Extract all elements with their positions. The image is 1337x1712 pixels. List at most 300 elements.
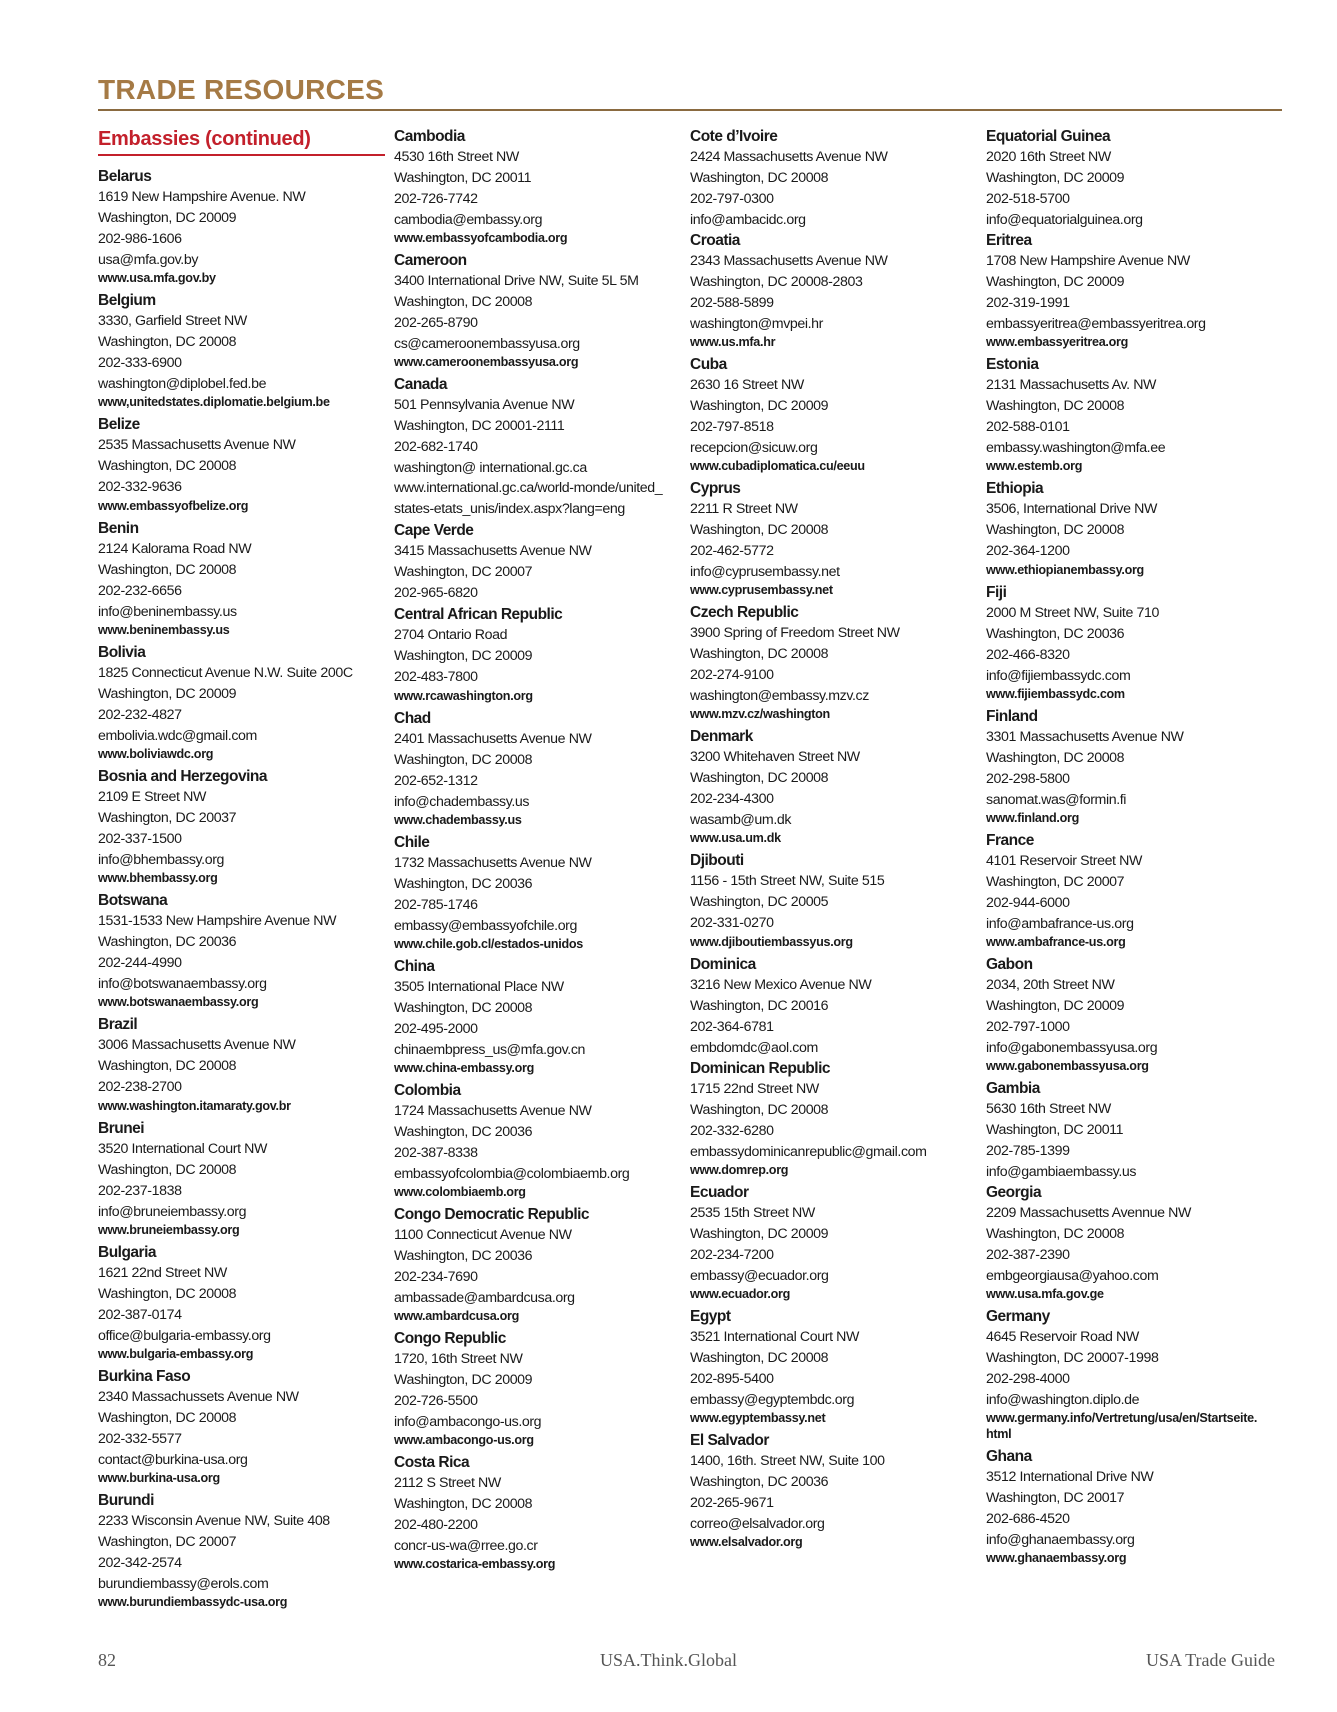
embassy-email-link[interactable]: embassyeritrea@embassyeritrea.org [986, 316, 1206, 332]
embassy-address-line: Washington, DC 20007 [98, 1534, 237, 1550]
embassy-address-line: 2630 16 Street NW [690, 377, 804, 393]
embassy-address-line: 4101 Reservoir Street NW [986, 853, 1142, 869]
embassy-entry [394, 832, 679, 952]
embassy-email-link[interactable]: cambodia@embassy.org [394, 212, 543, 228]
embassy-address-line: Washington, DC 20008 [690, 522, 829, 538]
embassy-phone: 202-234-7690 [394, 1269, 478, 1285]
embassy-entry [690, 726, 975, 846]
embassy-website-link[interactable]: www.cubadiplomatica.cu/eeuu [690, 459, 865, 473]
embassy-phone: 202-785-1746 [394, 897, 478, 913]
embassy-website-link[interactable]: www.rcawashington.org [394, 689, 533, 703]
embassy-address-line: 1619 New Hampshire Avenue. NW [98, 189, 306, 205]
embassy-address-line: 3521 International Court NW [690, 1329, 860, 1345]
embassy-phone: 202-944-6000 [986, 895, 1070, 911]
embassy-entry [98, 518, 383, 638]
embassy-email-link[interactable]: info@ambafrance-us.org [986, 916, 1134, 932]
embassy-website-link[interactable]: www.burkina-usa.org [98, 1471, 220, 1485]
embassy-address-line: 1621 22nd Street NW [98, 1265, 227, 1281]
footer-publication: USA Trade Guide [1145, 1650, 1275, 1670]
embassy-phone: 202-342-2574 [98, 1555, 182, 1571]
embassy-country-name: Cameroon [394, 252, 467, 269]
embassy-website-link[interactable]: www.ecuador.org [690, 1287, 791, 1301]
embassy-phone: 202-588-0101 [986, 419, 1070, 435]
embassy-website-link[interactable]: www.washington.itamaraty.gov.br [98, 1099, 291, 1113]
embassy-country-name: El Salvador [690, 1432, 769, 1449]
embassy-website-link[interactable]: www.botswanaembassy.org [98, 995, 259, 1009]
embassy-entry [394, 708, 679, 828]
embassy-email-link[interactable]: contact@burkina-usa.org [98, 1452, 248, 1468]
embassy-email-link[interactable]: usa@mfa.gov.by [98, 252, 199, 268]
embassy-email-link[interactable]: washington@mvpei.hr [690, 316, 823, 332]
embassy-country-name: Ghana [986, 1448, 1032, 1465]
embassy-phone: 202-462-5772 [690, 543, 774, 559]
embassy-website-text[interactable]: states-etats_unis/index.aspx?lang=eng [394, 501, 625, 517]
embassy-country-name: Central African Republic [394, 606, 563, 623]
embassy-website-link[interactable]: www.estemb.org [986, 459, 1083, 473]
embassy-email-link[interactable]: washington@ international.gc.ca [394, 460, 587, 476]
embassy-email-link[interactable]: info@beninembassy.us [98, 604, 237, 620]
embassy-email-link[interactable]: info@fijiembassydc.com [986, 668, 1131, 684]
embassy-address-line: 501 Pennsylvania Avenue NW [394, 397, 575, 413]
embassy-address-line: Washington, DC 20008 [690, 1350, 829, 1366]
embassy-phone: 202-726-7742 [394, 191, 478, 207]
embassy-phone: 202-986-1606 [98, 231, 182, 247]
embassy-address-line: Washington, DC 20009 [986, 170, 1125, 186]
embassy-phone: 202-686-4520 [986, 1511, 1070, 1527]
embassy-address-line: 1825 Connecticut Avenue N.W. Suite 200C [98, 665, 353, 681]
page-title: TRADE RESOURCES [98, 74, 385, 105]
embassy-email-link[interactable]: info@gambiaembassy.us [986, 1164, 1137, 1180]
embassy-country-name: Fiji [986, 584, 1007, 601]
embassy-country-name: Belgium [98, 292, 156, 309]
embassy-address-line: 1400, 16th. Street NW, Suite 100 [690, 1453, 885, 1469]
embassy-email-link[interactable]: info@equatorialguinea.org [986, 212, 1143, 228]
embassy-country-name: Eritrea [986, 232, 1032, 249]
embassy-entry [690, 850, 975, 950]
embassy-email-link[interactable]: info@bhembassy.org [98, 852, 225, 868]
embassy-email-link[interactable]: embassydominicanrepublic@gmail.com [690, 1144, 927, 1160]
embassy-country-name: Colombia [394, 1082, 461, 1099]
embassy-country-name: Botswana [98, 892, 168, 909]
embassy-address-line: Washington, DC 20008 [690, 646, 829, 662]
embassy-address-line: Washington, DC 20007 [394, 564, 533, 580]
embassy-address-line: 1100 Connecticut Avenue NW [394, 1227, 572, 1243]
embassy-country-name: Burundi [98, 1492, 154, 1509]
embassy-phone: 202-238-2700 [98, 1079, 182, 1095]
embassy-entry [986, 1182, 1271, 1302]
embassy-country-name: Brazil [98, 1016, 138, 1033]
embassy-address-line: Washington, DC 20009 [394, 1372, 533, 1388]
embassy-country-name: Cote d’Ivoire [690, 128, 778, 145]
embassy-email-link[interactable]: recepcion@sicuw.org [690, 440, 818, 456]
embassy-phone: 202-265-9671 [690, 1495, 774, 1511]
embassy-phone: 202-232-4827 [98, 707, 182, 723]
embassy-website-link[interactable]: www.ethiopianembassy.org [986, 563, 1144, 577]
embassy-address-line: 3512 International Drive NW [986, 1469, 1154, 1485]
footer-tagline: USA.Think.Global [600, 1650, 737, 1670]
embassy-email-link[interactable]: concr-us-wa@rree.go.cr [394, 1538, 538, 1554]
embassy-website-link[interactable]: www.cyprusembassy.net [690, 583, 833, 597]
embassy-address-line: 2211 R Street NW [690, 501, 798, 517]
embassy-country-name: Bosnia and Herzegovina [98, 768, 268, 785]
embassy-phone: 202-797-8518 [690, 419, 774, 435]
embassy-website-link[interactable]: www.chile.gob.cl/estados-unidos [394, 937, 583, 951]
embassy-address-line: 2000 M Street NW, Suite 710 [986, 605, 1159, 621]
embassy-address-line: 2020 16th Street NW [986, 149, 1111, 165]
embassy-address-line: Washington, DC 20009 [986, 274, 1125, 290]
embassy-website-link[interactable]: www.ambardcusa.org [394, 1309, 520, 1323]
embassy-phone: 202-337-1500 [98, 831, 182, 847]
embassy-website-link[interactable]: www.embassyofcambodia.org [394, 231, 568, 245]
embassy-address-line: Washington, DC 20036 [394, 1248, 533, 1264]
embassy-website-link[interactable]: www.us.mfa.hr [690, 335, 776, 349]
embassy-address-line: 2131 Massachusetts Av. NW [986, 377, 1157, 393]
embassy-address-line: 1531-1533 New Hampshire Avenue NW [98, 913, 337, 929]
page-number: 82 [98, 1650, 116, 1670]
embassy-address-line: Washington, DC 20036 [690, 1474, 829, 1490]
embassy-website-link[interactable]: www.bulgaria-embassy.org [98, 1347, 254, 1361]
embassy-address-line: 2124 Kalorama Road NW [98, 541, 252, 557]
embassy-address-line: Washington, DC 20009 [690, 398, 829, 414]
embassy-website-link[interactable]: www.bruneiembassy.org [98, 1223, 240, 1237]
embassy-phone: 202-895-5400 [690, 1371, 774, 1387]
embassy-website-link[interactable]: www.germany.info/Vertretung/usa/en/Startseite. [986, 1411, 1258, 1425]
embassy-address-line: 3506, International Drive NW [986, 501, 1157, 517]
embassy-entry [394, 956, 679, 1076]
embassy-website-link[interactable]: www.egyptembassy.net [690, 1411, 826, 1425]
embassy-entry [690, 1058, 975, 1178]
embassy-phone: 202-588-5899 [690, 295, 774, 311]
embassy-website-link[interactable]: www.fijiembassydc.com [986, 687, 1125, 701]
embassy-address-line: 3900 Spring of Freedom Street NW [690, 625, 900, 641]
embassy-phone: 202-797-1000 [986, 1019, 1070, 1035]
embassy-country-name: Denmark [690, 728, 753, 745]
embassy-website-link[interactable]: www.mzv.cz/washington [690, 707, 830, 721]
embassy-website-link[interactable]: www.usa.mfa.gov.by [98, 271, 216, 285]
embassy-phone: 202-480-2200 [394, 1517, 478, 1533]
embassy-email-link[interactable]: embassy@egyptembdc.org [690, 1392, 855, 1408]
embassy-email-link[interactable]: embolivia.wdc@gmail.com [98, 728, 257, 744]
embassy-email-link[interactable]: info@chadembassy.us [394, 794, 530, 810]
embassy-address-line: Washington, DC 20008 [98, 458, 237, 474]
embassy-country-name: Benin [98, 520, 139, 537]
section-heading: Embassies (continued) [98, 128, 311, 150]
embassy-email-link[interactable]: sanomat.was@formin.fi [986, 792, 1127, 808]
embassy-entry [98, 166, 383, 286]
embassy-phone: 202-518-5700 [986, 191, 1070, 207]
embassy-address-line: Washington, DC 20008 [98, 1410, 237, 1426]
embassy-website-link[interactable]: www.colombiaemb.org [394, 1185, 526, 1199]
embassy-address-line: Washington, DC 20017 [986, 1490, 1125, 1506]
embassy-website-link[interactable]: www.embassyofbelize.org [98, 499, 249, 513]
embassy-phone: 202-364-1200 [986, 543, 1070, 559]
embassy-address-line: Washington, DC 20005 [690, 894, 829, 910]
embassy-email-link[interactable]: info@gabonembassyusa.org [986, 1040, 1158, 1056]
embassy-address-line: Washington, DC 20008-2803 [690, 274, 863, 290]
embassy-address-line: Washington, DC 20036 [986, 626, 1125, 642]
embassy-email-link[interactable]: info@botswanaembassy.org [98, 976, 267, 992]
embassy-address-line: 3330, Garfield Street NW [98, 313, 247, 329]
column-2 [394, 126, 679, 1576]
embassy-phone: 202-797-0300 [690, 191, 774, 207]
embassy-phone: 202-652-1312 [394, 773, 478, 789]
embassy-website-link[interactable]: www,unitedstates.diplomatie.belgium.be [98, 395, 330, 409]
embassy-country-name: Estonia [986, 356, 1039, 373]
embassy-country-name: Cuba [690, 356, 727, 373]
embassy-phone: 202-785-1399 [986, 1143, 1070, 1159]
embassy-address-line: Washington, DC 20008 [98, 562, 237, 578]
embassy-email-link[interactable]: info@cyprusembassy.net [690, 564, 840, 580]
embassy-address-line: Washington, DC 20009 [690, 1226, 829, 1242]
embassy-entry [394, 250, 679, 370]
embassy-country-name: Bulgaria [98, 1244, 157, 1261]
embassy-email-link[interactable]: office@bulgaria-embassy.org [98, 1328, 271, 1344]
embassy-address-line: Washington, DC 20008 [98, 334, 237, 350]
embassy-entry [98, 290, 383, 410]
embassy-address-line: 3400 International Drive NW, Suite 5L 5M [394, 273, 639, 289]
embassy-phone: 202-495-2000 [394, 1021, 478, 1037]
embassy-address-line: 1724 Massachusetts Avenue NW [394, 1103, 592, 1119]
embassy-email-link[interactable]: cs@cameroonembassyusa.org [394, 336, 580, 352]
embassy-address-line: 2704 Ontario Road [394, 627, 508, 643]
embassy-phone: 202-332-5577 [98, 1431, 182, 1447]
embassy-website-link[interactable]: www.costarica-embassy.org [394, 1557, 556, 1571]
embassy-address-line: Washington, DC 20011 [394, 170, 532, 186]
embassy-entry [986, 354, 1271, 474]
embassy-address-line: Washington, DC 20008 [986, 398, 1125, 414]
embassy-address-line: 2424 Massachusetts Avenue NW [690, 149, 888, 165]
embassy-country-name: Congo Republic [394, 1330, 506, 1347]
embassy-email-link[interactable]: burundiembassy@erols.com [98, 1576, 269, 1592]
embassy-phone: 202-265-8790 [394, 315, 478, 331]
embassy-address-line: Washington, DC 20037 [98, 810, 237, 826]
embassy-entry [690, 1182, 975, 1302]
embassy-country-name: Cape Verde [394, 522, 474, 539]
embassy-country-name: Ecuador [690, 1184, 749, 1201]
embassy-entry [394, 1080, 679, 1200]
embassy-country-name: Burkina Faso [98, 1368, 191, 1385]
embassy-phone: 202-331-0270 [690, 915, 774, 931]
embassy-entry [690, 230, 975, 350]
embassy-country-name: Chad [394, 710, 431, 727]
embassy-country-name: Canada [394, 376, 447, 393]
embassy-address-line: Washington, DC 20008 [394, 752, 533, 768]
embassy-address-line: Washington, DC 20009 [98, 686, 237, 702]
embassy-entry [98, 766, 383, 886]
embassy-entry [690, 478, 975, 598]
embassy-entry [690, 1306, 975, 1426]
embassy-address-line: 2535 15th Street NW [690, 1205, 815, 1221]
embassy-address-line: 3216 New Mexico Avenue NW [690, 977, 872, 993]
embassy-phone: 202-232-6656 [98, 583, 182, 599]
embassy-address-line: Washington, DC 20007-1998 [986, 1350, 1159, 1366]
embassy-website-link[interactable]: www.finland.org [986, 811, 1079, 825]
embassy-entry [394, 126, 679, 246]
embassy-entry [394, 520, 679, 604]
embassy-website-link[interactable]: www.djiboutiembassyus.org [690, 935, 853, 949]
embassy-address-line: Washington, DC 20008 [690, 770, 829, 786]
embassy-country-name: Djibouti [690, 852, 744, 869]
embassy-address-line: Washington, DC 20008 [986, 522, 1125, 538]
embassy-address-line: Washington, DC 20009 [98, 210, 237, 226]
embassy-email-link[interactable]: info@ambacongo-us.org [394, 1414, 542, 1430]
embassy-address-line: Washington, DC 20008 [98, 1058, 237, 1074]
embassy-website-link[interactable]: www.cameroonembassyusa.org [394, 355, 579, 369]
embassy-address-line: 3006 Massachusetts Avenue NW [98, 1037, 296, 1053]
embassy-website-link[interactable]: www.boliviawdc.org [98, 747, 214, 761]
embassy-entry [986, 1306, 1271, 1442]
embassy-address-line: 2112 S Street NW [394, 1475, 501, 1491]
embassy-website-link[interactable]: www.ambacongo-us.org [394, 1433, 534, 1447]
section-divider [98, 154, 385, 156]
embassy-phone: 202-332-9636 [98, 479, 182, 495]
embassy-phone: 202-682-1740 [394, 439, 478, 455]
embassy-phone: 202-387-8338 [394, 1145, 478, 1161]
embassy-country-name: Belarus [98, 168, 152, 185]
embassy-address-line: Washington, DC 20016 [690, 998, 829, 1014]
embassy-website-link[interactable]: www.china-embassy.org [394, 1061, 534, 1075]
embassy-country-name: Gabon [986, 956, 1033, 973]
embassy-website-text[interactable]: www.international.gc.ca/world-monde/united_ [394, 480, 663, 496]
embassy-website-link[interactable]: www.beninembassy.us [98, 623, 230, 637]
embassy-email-link[interactable]: embdomdc@aol.com [690, 1040, 818, 1056]
embassy-address-line: 3301 Massachusetts Avenue NW [986, 729, 1184, 745]
embassy-country-name: Bolivia [98, 644, 146, 661]
embassy-entry [986, 478, 1271, 578]
embassy-country-name: Dominican Republic [690, 1060, 830, 1077]
embassy-website-link[interactable]: www.ambafrance-us.org [986, 935, 1126, 949]
embassy-country-name: Egypt [690, 1308, 731, 1325]
embassy-address-line: 2401 Massachusetts Avenue NW [394, 731, 592, 747]
embassy-email-link[interactable]: info@bruneiembassy.org [98, 1204, 247, 1220]
embassy-email-link[interactable]: correo@elsalvador.org [690, 1516, 825, 1532]
embassy-address-line: Washington, DC 20007 [986, 874, 1125, 890]
embassy-entry [98, 1366, 383, 1486]
embassy-phone: 202-387-0174 [98, 1307, 182, 1323]
embassy-country-name: Belize [98, 416, 140, 433]
embassy-website-link[interactable]: www.burundiembassydc-usa.org [98, 1595, 288, 1609]
embassy-email-link[interactable]: ambassade@ambardcusa.org [394, 1290, 575, 1306]
embassy-address-line: 5630 16th Street NW [986, 1101, 1111, 1117]
embassy-entry [98, 890, 383, 1010]
embassy-website-link[interactable]: www.usa.um.dk [690, 831, 781, 845]
embassy-country-name: France [986, 832, 1034, 849]
embassy-phone: 202-274-9100 [690, 667, 774, 683]
embassy-website-link[interactable]: www.bhembassy.org [98, 871, 218, 885]
embassy-email-link[interactable]: wasamb@um.dk [690, 812, 792, 828]
embassy-country-name: Costa Rica [394, 1454, 470, 1471]
embassy-country-name: Czech Republic [690, 604, 799, 621]
embassy-entry [986, 706, 1271, 826]
embassy-address-line: Washington, DC 20008 [98, 1286, 237, 1302]
embassy-phone: 202-483-7800 [394, 669, 478, 685]
embassy-email-link[interactable]: info@ghanaembassy.org [986, 1532, 1135, 1548]
embassy-address-line: 2209 Massachusetts Avennue NW [986, 1205, 1192, 1221]
embassy-phone: 202-726-5500 [394, 1393, 478, 1409]
embassy-email-link[interactable]: embassy@embassyofchile.org [394, 918, 578, 934]
embassy-address-line: Washington, DC 20008 [394, 294, 533, 310]
embassy-address-line: 1732 Massachusetts Avenue NW [394, 855, 592, 871]
embassy-address-line: 2340 Massachussets Avenue NW [98, 1389, 299, 1405]
embassy-phone: 202-466-8320 [986, 647, 1070, 663]
embassy-address-line: 2343 Massachusetts Avenue NW [690, 253, 888, 269]
embassy-address-line: Washington, DC 20036 [394, 876, 533, 892]
embassy-address-line: 1720, 16th Street NW [394, 1351, 523, 1367]
embassy-address-line: Washington, DC 20001-2111 [394, 418, 565, 434]
embassy-website-link[interactable]: www.chadembassy.us [394, 813, 522, 827]
embassy-entry [98, 1490, 383, 1610]
embassy-country-name: Gambia [986, 1080, 1040, 1097]
embassy-phone: 202-234-7200 [690, 1247, 774, 1263]
embassy-phone: 202-298-5800 [986, 771, 1070, 787]
embassy-entry [394, 1328, 679, 1448]
embassy-website-link-continued[interactable]: html [986, 1427, 1012, 1441]
embassy-address-line: Washington, DC 20009 [394, 648, 533, 664]
embassy-email-link[interactable]: embassy@ecuador.org [690, 1268, 829, 1284]
embassy-email-link[interactable]: embgeorgiausa@yahoo.com [986, 1268, 1159, 1284]
embassy-country-name: Congo Democratic Republic [394, 1206, 590, 1223]
embassy-phone: 202-364-6781 [690, 1019, 774, 1035]
embassy-website-link[interactable]: www.ghanaembassy.org [986, 1551, 1127, 1565]
embassy-address-line: Washington, DC 20008 [394, 1496, 533, 1512]
embassy-website-link[interactable]: www.elsalvador.org [690, 1535, 803, 1549]
embassy-phone: 202-234-4300 [690, 791, 774, 807]
embassy-entry [98, 414, 383, 514]
embassy-entry [986, 582, 1271, 702]
embassy-phone: 202-965-6820 [394, 585, 478, 601]
embassy-address-line: Washington, DC 20008 [690, 170, 829, 186]
embassy-entry [690, 126, 975, 230]
embassy-country-name: Brunei [98, 1120, 145, 1137]
embassy-phone: 202-333-6900 [98, 355, 182, 371]
embassy-entry [98, 1118, 383, 1238]
embassy-address-line: 4530 16th Street NW [394, 149, 519, 165]
column-1 [98, 126, 383, 1614]
embassy-website-link[interactable]: www.gabonembassyusa.org [986, 1059, 1149, 1073]
embassy-country-name: Croatia [690, 232, 740, 249]
embassy-address-line: 3520 International Court NW [98, 1141, 268, 1157]
embassy-phone: 202-332-6280 [690, 1123, 774, 1139]
embassy-entry [98, 1014, 383, 1114]
embassy-address-line: Washington, DC 20036 [98, 934, 237, 950]
embassy-address-line: 2109 E Street NW [98, 789, 206, 805]
embassy-country-name: Finland [986, 708, 1038, 725]
embassy-entry [986, 230, 1271, 350]
embassy-email-link[interactable]: info@ambacidc.org [690, 212, 806, 228]
embassy-entry [986, 1078, 1271, 1182]
embassy-address-line: Washington, DC 20008 [98, 1162, 237, 1178]
embassy-entry [98, 1242, 383, 1362]
embassy-email-link[interactable]: washington@embassy.mzv.cz [690, 688, 869, 704]
embassy-website-link[interactable]: www.usa.mfa.gov.ge [986, 1287, 1104, 1301]
embassy-website-link[interactable]: www.domrep.org [690, 1163, 789, 1177]
embassy-address-line: 2034, 20th Street NW [986, 977, 1115, 993]
embassy-address-line: 1715 22nd Street NW [690, 1081, 819, 1097]
embassy-email-link[interactable]: chinaembpress_us@mfa.gov.cn [394, 1042, 586, 1058]
embassy-website-link[interactable]: www.embassyeritrea.org [986, 335, 1129, 349]
embassy-address-line: 2535 Massachusetts Avenue NW [98, 437, 296, 453]
embassy-address-line: 3415 Massachusetts Avenue NW [394, 543, 592, 559]
embassy-email-link[interactable]: info@washington.diplo.de [986, 1392, 1140, 1408]
embassy-email-link[interactable]: embassy.washington@mfa.ee [986, 440, 1166, 456]
embassy-address-line: Washington, DC 20008 [986, 750, 1125, 766]
embassy-country-name: Georgia [986, 1184, 1042, 1201]
embassy-entry [690, 602, 975, 722]
embassy-email-link[interactable]: washington@diplobel.fed.be [98, 376, 267, 392]
embassy-address-line: 1708 New Hampshire Avenue NW [986, 253, 1190, 269]
embassy-country-name: Cambodia [394, 128, 465, 145]
embassy-email-link[interactable]: embassyofcolombia@colombiaemb.org [394, 1166, 630, 1182]
